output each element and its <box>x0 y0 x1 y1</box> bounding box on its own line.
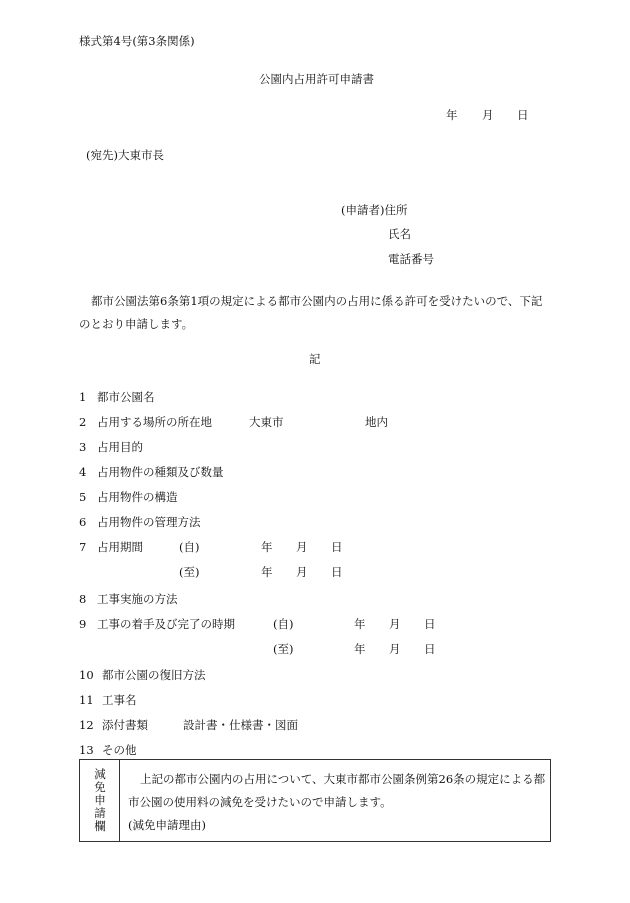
period-from: (自) <box>179 540 200 554</box>
item-label: 工事実施の方法 <box>97 592 178 606</box>
item-label: その他 <box>102 743 137 757</box>
attachments-value: 設計書・仕様書・図面 <box>183 718 298 732</box>
date-month: 月 <box>389 642 401 656</box>
date-month: 月 <box>389 617 401 631</box>
item-number: 6 <box>79 515 87 529</box>
item-number: 10 <box>79 668 94 682</box>
item-number: 9 <box>79 617 87 631</box>
item-number: 8 <box>79 592 87 606</box>
date-day: 日 <box>517 108 529 122</box>
body-line-1: 都市公園法第6条第1項の規定による都市公園内の占用に係る許可を受けたいので、下記 <box>91 294 543 308</box>
exemption-label-char: 免 <box>94 780 106 794</box>
item-label: 都市公園の復旧方法 <box>102 668 206 682</box>
item-number: 5 <box>79 490 87 504</box>
item-label: 工事の着手及び完了の時期 <box>97 617 235 631</box>
item-label: 占用目的 <box>97 440 143 454</box>
applicant-phone-label: 電話番号 <box>388 252 434 266</box>
date-month: 月 <box>482 108 494 122</box>
exemption-label-char: 請 <box>94 806 106 820</box>
item-label: 占用物件の管理方法 <box>97 515 201 529</box>
date-month: 月 <box>296 540 308 554</box>
document-title: 公園内占用許可申請書 <box>259 72 374 86</box>
item-number: 11 <box>79 693 94 707</box>
exemption-label-char: 申 <box>94 793 106 807</box>
exemption-text-line-1: 上記の都市公園内の占用について、大東市都市公園条例第26条の規定による都 <box>140 772 546 786</box>
date-day: 日 <box>424 642 436 656</box>
item-number: 13 <box>79 743 94 757</box>
item-number: 4 <box>79 465 87 479</box>
date-day: 日 <box>331 565 343 579</box>
construction-from: (自) <box>273 617 294 631</box>
body-line-2: のとおり申請します。 <box>79 317 194 331</box>
date-year: 年 <box>354 642 366 656</box>
applicant-address-label: (申請者)住所 <box>341 203 408 217</box>
date-year: 年 <box>261 540 273 554</box>
form-number: 様式第4号(第3条関係) <box>79 34 195 48</box>
item-label: 都市公園名 <box>97 390 155 404</box>
exemption-label-cell <box>80 760 120 841</box>
ki-heading: 記 <box>309 352 321 366</box>
addressee: (宛先)大東市長 <box>86 148 164 162</box>
location-city: 大東市 <box>249 415 284 429</box>
construction-to: (至) <box>273 642 294 656</box>
exemption-reason-label: (減免申請理由) <box>128 818 206 832</box>
date-year: 年 <box>261 565 273 579</box>
date-day: 日 <box>424 617 436 631</box>
date-month: 月 <box>296 565 308 579</box>
item-number: 1 <box>79 390 87 404</box>
exemption-label-char: 欄 <box>94 819 106 833</box>
item-label: 占用する場所の所在地 <box>97 415 212 429</box>
exemption-label <box>80 768 120 833</box>
date-year: 年 <box>354 617 366 631</box>
item-number: 7 <box>79 540 87 554</box>
date-day: 日 <box>331 540 343 554</box>
period-to: (至) <box>179 565 200 579</box>
item-label: 添付書類 <box>102 718 148 732</box>
date-year: 年 <box>446 108 458 122</box>
exemption-box <box>79 759 551 842</box>
item-label: 占用期間 <box>97 540 143 554</box>
exemption-text <box>128 768 548 837</box>
item-label: 占用物件の種類及び数量 <box>97 465 224 479</box>
applicant-name-label: 氏名 <box>388 227 411 241</box>
location-suffix: 地内 <box>365 415 388 429</box>
exemption-text-line-2: 市公園の使用料の減免を受けたいので申請します。 <box>128 795 392 809</box>
item-label: 工事名 <box>102 693 137 707</box>
item-number: 12 <box>79 718 94 732</box>
item-number: 2 <box>79 415 87 429</box>
item-label: 占用物件の構造 <box>97 490 178 504</box>
exemption-label-char: 減 <box>94 767 106 781</box>
item-number: 3 <box>79 440 87 454</box>
